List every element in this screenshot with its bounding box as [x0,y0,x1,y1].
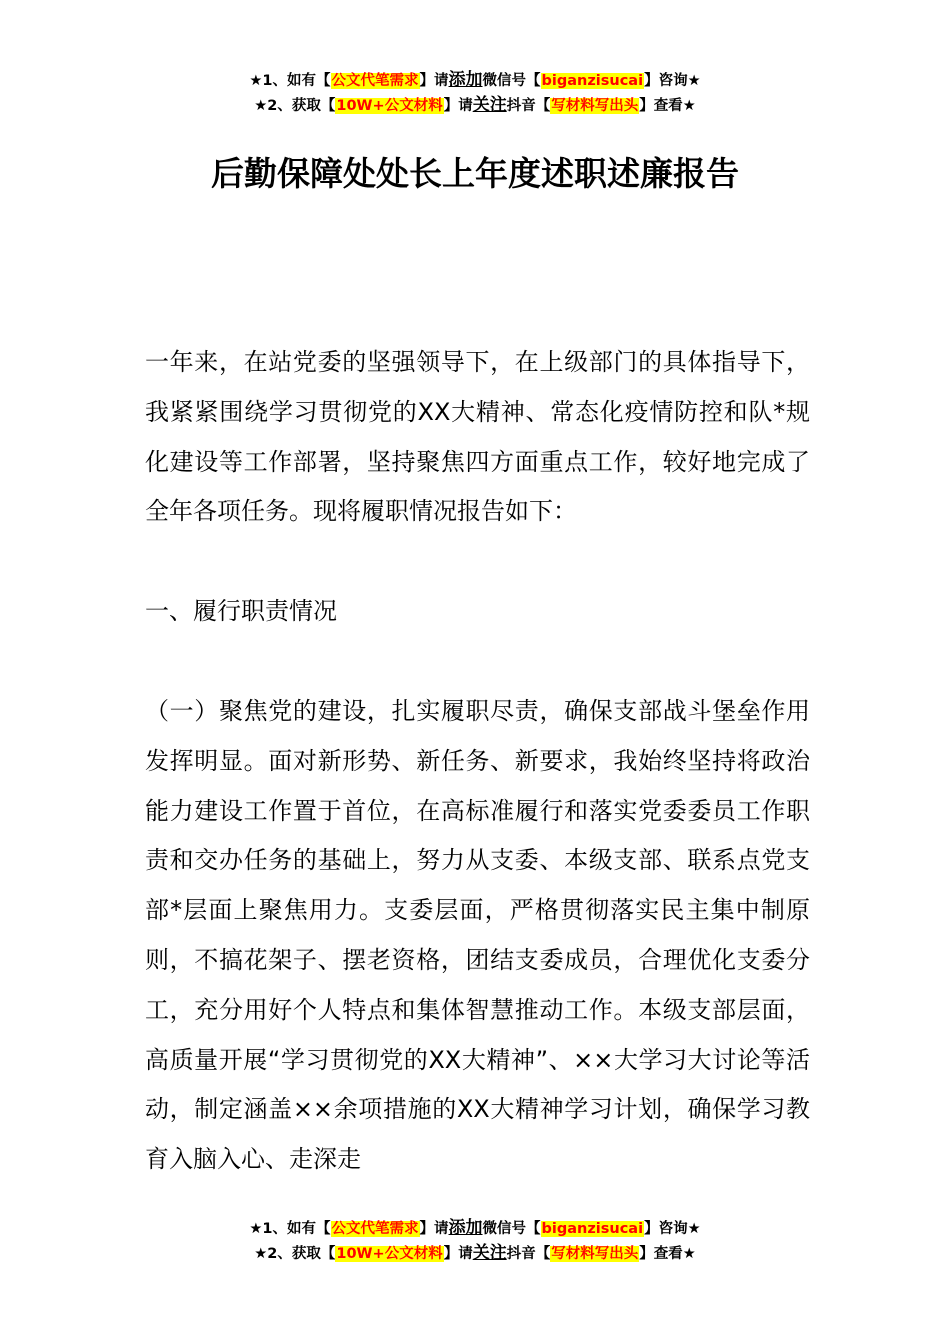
promo-line-1: ★1、如有【公文代笔需求】请添加微信号【biganzisucai】咨询★ [249,1218,701,1238]
document-title: 后勤保障处处长上年度述职述廉报告 [211,154,739,193]
highlight-douyin: 写材料写出头 [551,1246,639,1262]
intro-paragraph: 一年来，在站党委的坚强领导下，在上级部门的具体指导下，我紧紧围绕学习贯彻党的XX大精神、常态化疫情防控和队*规化建设等工作部署，坚持聚焦四方面重点工作，较好地完成了全年各项任务。现将履职情况报告如下： [145,348,810,526]
section-heading: 一、履行职责情况 [145,597,337,625]
highlight-wechat-id: biganzisucai [541,1221,644,1237]
body-paragraph: （一）聚焦党的建设，扎实履职尽责，确保支部战斗堡垒作用发挥明显。面对新形势、新任务、新要求，我始终坚持将政治能力建设工作置于首位，在高标准履行和落实党委委员工作职责和交办任务的基础上，努力从支委、本级支部、联系点党支部*层面上聚焦用力。支委层面，严格贯彻落实民主集中制原则，不搞花架子、摆老资格，团结支委成员，合理优化支委分工，充分用好个人特点和集体智慧推动工作。本级支部层面，高质量开展“学习贯彻党的XX大精神”、××大学习大讨论等活动，制定涵盖××余项措施的XX大精神学习计划，确保学习教育入脑入心、走深走 [145,697,810,1174]
promo-banner-top [0,68,950,118]
highlight-service: 公文代笔需求 [331,73,419,89]
promo-line-2: ★2、获取【10W+公文材料】请关注抖音【写材料写出头】查看★ [254,1243,696,1263]
highlight-wechat-id: biganzisucai [541,73,644,89]
highlight-materials: 10W+公文材料 [336,1246,443,1262]
highlight-service: 公文代笔需求 [331,1221,419,1237]
highlight-douyin: 写材料写出头 [551,98,639,114]
promo-line-1: ★1、如有【公文代笔需求】请添加微信号【biganzisucai】咨询★ [249,70,701,90]
highlight-materials: 10W+公文材料 [336,98,443,114]
promo-line-2: ★2、获取【10W+公文材料】请关注抖音【写材料写出头】查看★ [254,95,696,115]
promo-banner-bottom [0,1216,950,1266]
